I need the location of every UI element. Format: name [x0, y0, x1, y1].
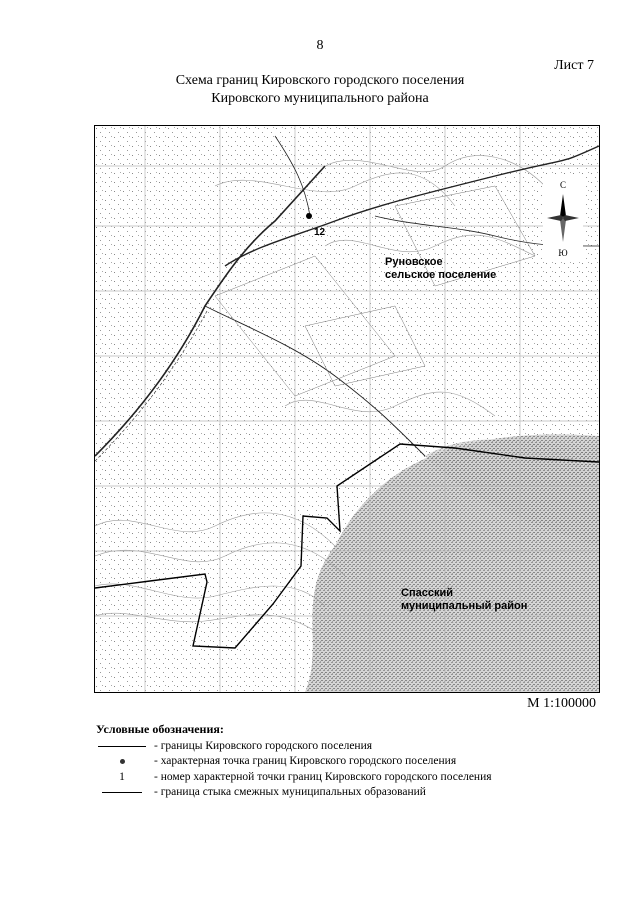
topographic-map [94, 125, 600, 693]
legend-item-point [96, 754, 596, 770]
legend-item-text: - номер характерной точки границ Кировского городского поселения [154, 770, 492, 783]
compass-rose [543, 176, 583, 260]
thick-line-symbol [98, 746, 146, 747]
map-scale: М 1:100000 [527, 696, 596, 711]
page-number: 8 [316, 38, 324, 53]
legend [96, 722, 596, 801]
characteristic-point [306, 213, 312, 219]
runovskoe-label [385, 256, 496, 282]
spassky-label-line-2: муниципальный район [401, 600, 528, 612]
runovskoe-label-line-1: Руновское [385, 256, 443, 268]
legend-item-number [96, 770, 596, 786]
legend-item-text: - границы Кировского городского поселения [154, 739, 373, 752]
sheet-label: Лист 7 [554, 58, 594, 73]
dot-symbol-icon [120, 759, 125, 764]
spassky-label [401, 587, 527, 613]
legend-heading: Условные обозначения: [96, 722, 224, 736]
number-symbol: 1 [119, 770, 125, 783]
legend-item-junction [96, 785, 596, 801]
legend-item-text: - граница стыка смежных муниципальных образований [154, 786, 426, 798]
west-arrow-icon [547, 215, 563, 221]
spassky-label-line-1: Спасский [401, 587, 453, 599]
legend-item-boundary [96, 739, 596, 755]
title-line-1: Схема границ Кировского городского поселения [175, 73, 465, 88]
runovskoe-label-line-2: сельское поселение [385, 269, 497, 281]
compass-south: Ю [558, 248, 568, 258]
compass-north: С [559, 180, 567, 190]
page-title [0, 72, 640, 108]
thin-line-symbol [102, 792, 142, 793]
east-arrow-icon [563, 215, 579, 221]
point-number-label: 12 [314, 227, 326, 238]
legend-item-text: - характерная точка границ Кировского городского поселения [154, 755, 457, 767]
title-line-2: Кировского муниципального района [211, 91, 429, 106]
